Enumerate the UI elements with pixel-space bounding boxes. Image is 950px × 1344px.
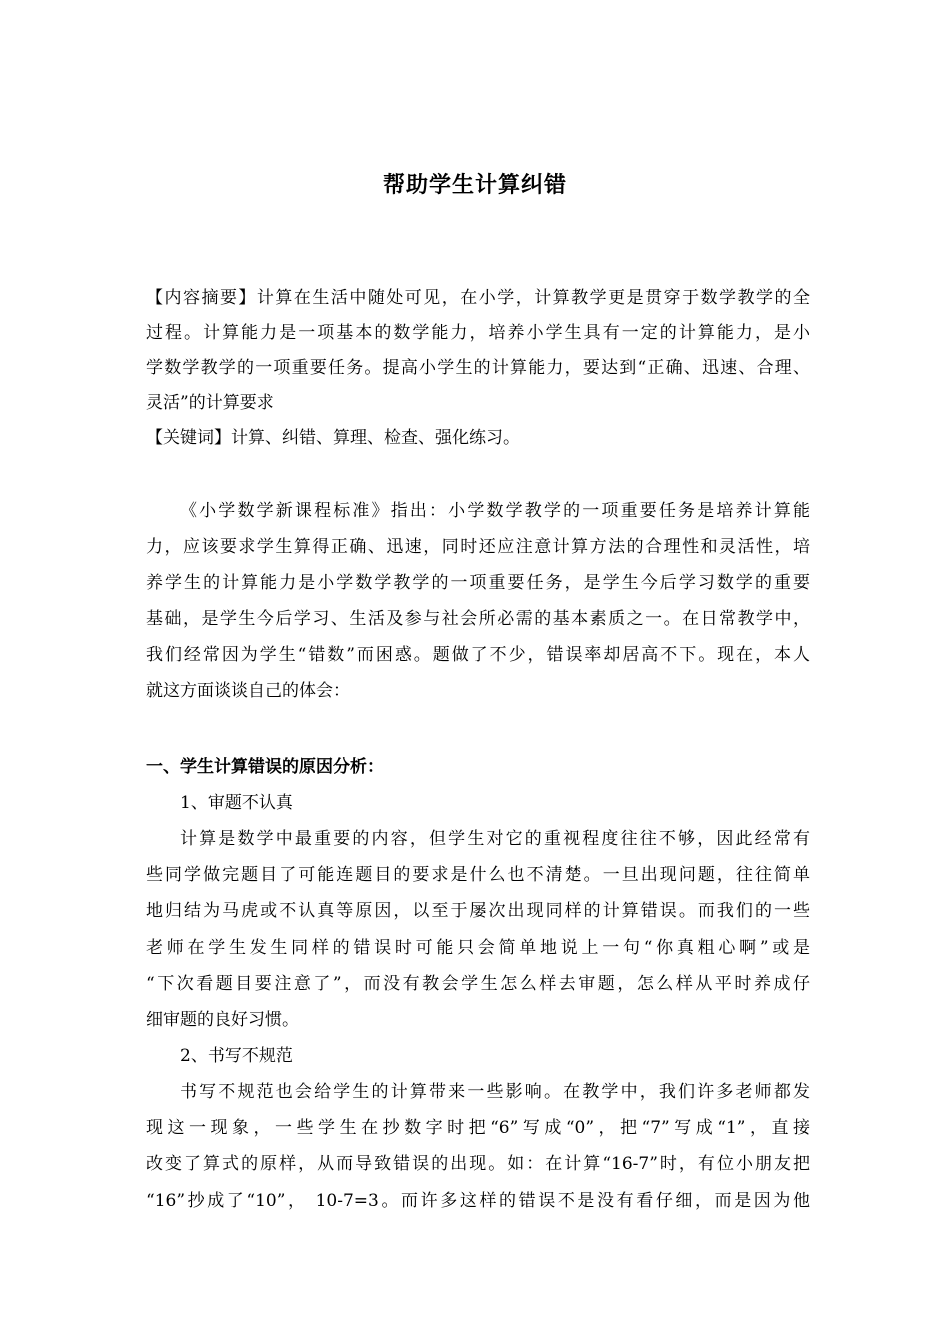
subsection-title: 1、审题不认真 <box>180 793 293 813</box>
paragraph-line: 细审题的良好习惯。 <box>146 1010 299 1030</box>
paragraph-line: 现这一现象，一些学生在抄数字时把“6”写成“0”，把“7”写成“1”，直接 <box>146 1118 810 1138</box>
intro-line: 养学生的计算能力是小学数学教学的一项重要任务，是学生今后学习数学的重要 <box>146 573 810 593</box>
paragraph-line: 老师在学生发生同样的错误时可能只会简单地说上一句“你真粗心啊”或是 <box>146 938 810 958</box>
paragraph-line: 计算是数学中最重要的内容，但学生对它的重视程度往往不够，因此经常有 <box>180 829 810 849</box>
intro-line: 就这方面谈谈自己的体会： <box>146 681 350 701</box>
paragraph-line: 书写不规范也会给学生的计算带来一些影响。在教学中，我们许多老师都发 <box>180 1082 810 1102</box>
subsection-title: 2、书写不规范 <box>180 1046 293 1066</box>
intro-line: 我们经常因为学生“错数”而困惑。题做了不少，错误率却居高不下。现在，本人 <box>146 645 810 665</box>
keywords-line: 【关键词】计算、纠错、算理、检查、强化练习。 <box>146 428 520 448</box>
paragraph-line: 改变了算式的原样，从而导致错误的出现。如：在计算“16-7”时，有位小朋友把 <box>146 1154 810 1174</box>
abstract-line: 学数学教学的一项重要任务。提高小学生的计算能力，要达到“正确、迅速、合理、 <box>146 358 810 378</box>
intro-line: 《小学数学新课程标准》指出：小学数学教学的一项重要任务是培养计算能 <box>180 501 810 521</box>
paragraph-line: “16”抄成了“10”， 10-7=3。而许多这样的错误不是没有看仔细，而是因为他 <box>146 1191 810 1211</box>
paragraph-line: 些同学做完题目了可能连题目的要求是什么也不清楚。一旦出现问题，往往简单 <box>146 865 810 885</box>
paragraph-line: 地归结为马虎或不认真等原因，以至于屡次出现同样的计算错误。而我们的一些 <box>146 901 810 921</box>
abstract-line: 灵活”的计算要求 <box>146 393 274 413</box>
intro-line: 力，应该要求学生算得正确、迅速，同时还应注意计算方法的合理性和灵活性，培 <box>146 537 810 557</box>
intro-line: 基础，是学生今后学习、生活及参与社会所必需的基本素质之一。在日常教学中， <box>146 609 810 629</box>
section-heading: 一、学生计算错误的原因分析： <box>146 757 384 777</box>
abstract-line: 【内容摘要】计算在生活中随处可见，在小学，计算教学更是贯穿于数学教学的全 <box>146 288 810 308</box>
paragraph-line: “下次看题目要注意了”，而没有教会学生怎么样去审题，怎么样从平时养成仔 <box>146 974 810 994</box>
abstract-line: 过程。计算能力是一项基本的数学能力，培养小学生具有一定的计算能力，是小 <box>146 323 810 343</box>
document-title: 帮助学生计算纠错 <box>382 173 567 198</box>
